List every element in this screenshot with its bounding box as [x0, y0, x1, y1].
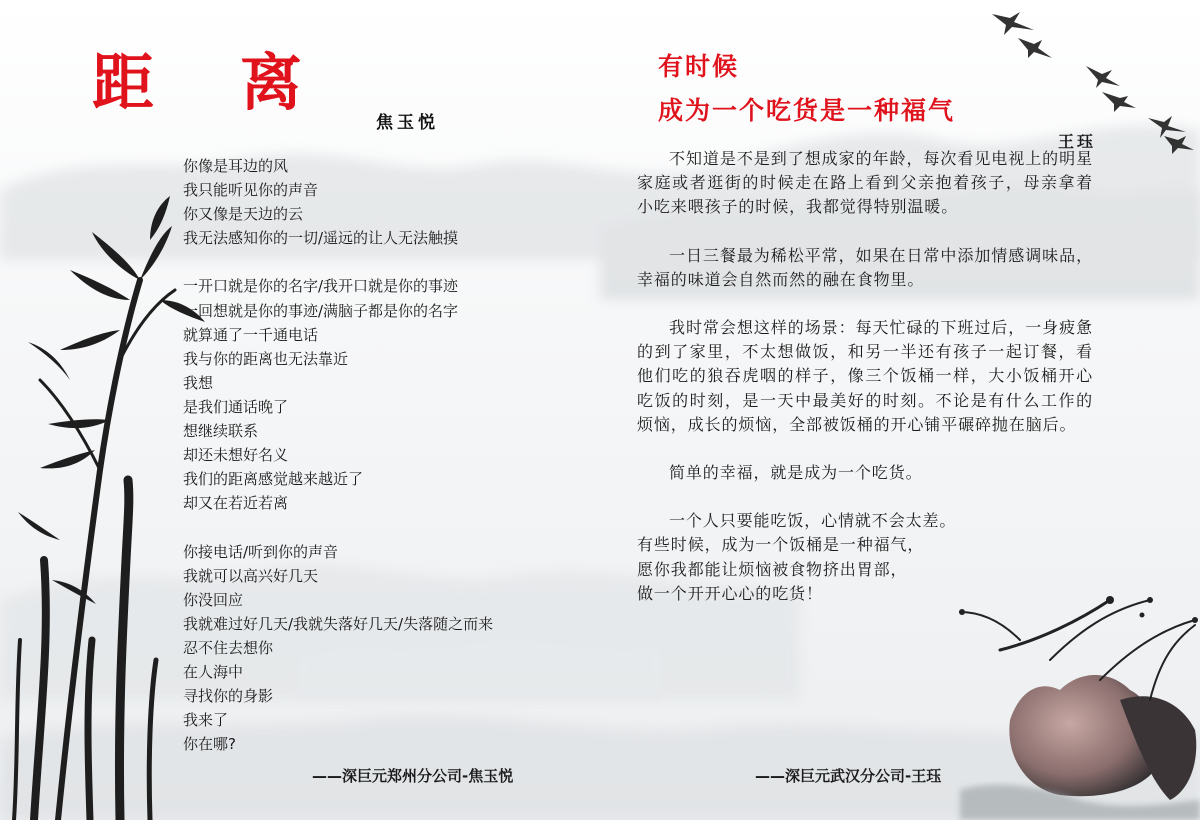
essay-closing-line: 愿你我都能让烦恼被食物挤出胃部， [637, 559, 908, 579]
poem-line: 一回想就是你的事迹/满脑子都是你的名字 [183, 301, 459, 320]
essay-paragraph: 我时常会想这样的场景：每天忙碌的下班过后，一身疲惫的到了家里，不太想做饭，和另一半还有孩子一起订餐，看他们吃的狼吞虎咽的样子，像三个饭桶一样，大小饭桶开心吃饭的时刻，是一天中最美好的时刻。不论是有什么工作的烦恼，成长的烦恼，全部被饭桶的开心铺平碾碎抛在脑后。 [637, 318, 1093, 434]
poem-line: 忍不住去想你 [183, 638, 274, 657]
poem-line: 我只能听见你的声音 [183, 181, 319, 200]
essay-title-line-1: 有时候 [658, 52, 740, 81]
essay-paragraph: 一日三餐最为稀松平常，如果在日常中添加情感调味品，幸福的味道会自然而然的融在食物里。 [637, 245, 1093, 289]
essay-paragraph: 简单的幸福，就是成为一个吃货。 [669, 463, 923, 483]
poem-line: 一开口就是你的名字/我开口就是你的事迹 [183, 277, 459, 296]
poem-line: 是我们通话晚了 [183, 397, 289, 416]
poem-stanza-1 [183, 154, 603, 250]
poem-line: 就算通了一千通电话 [183, 325, 319, 344]
poem-line: 我就可以高兴好几天 [183, 566, 319, 585]
essay-body [637, 147, 1093, 606]
poem-stanza-2 [183, 274, 603, 515]
poem-line: 我想 [183, 373, 214, 392]
poem-line: 我与你的距离也无法靠近 [183, 349, 349, 368]
poem-line: 我来了 [183, 711, 229, 730]
poem-title: 距离 [92, 46, 389, 119]
essay-paragraph: 一个人只要能吃饭，心情就不会太差。 [669, 511, 957, 531]
poem-author: 焦玉悦 [376, 113, 439, 133]
poem-line: 我们的距离感觉越来越近了 [183, 470, 364, 489]
poem-line: 我就难过好几天/我就失落好几天/失落随之而来 [183, 614, 494, 633]
poem-line: 我无法感知你的一切/遥远的让人无法触摸 [183, 229, 459, 248]
essay-closing-lines [637, 533, 1093, 606]
poem-signature: ——深巨元郑州分公司-焦玉悦 [312, 767, 514, 785]
poem-line: 却又在若近若离 [183, 494, 289, 513]
poem-line: 你像是耳边的风 [183, 157, 289, 175]
poem-line: 你在哪? [183, 735, 236, 754]
essay-closing-line: 有些时候，成为一个饭桶是一种福气， [637, 535, 925, 555]
essay-title-line-2: 成为一个吃货是一种福气 [658, 96, 956, 125]
poem-line: 你接电话/听到你的声音 [183, 542, 339, 561]
essay-signature: ——深巨元武汉分公司-王珏 [755, 767, 942, 785]
poem-line: 你又像是天边的云 [183, 205, 304, 224]
poem-stanza-3 [183, 540, 603, 757]
essay-paragraph: 不知道是不是到了想成家的年龄，每次看见电视上的明星家庭或者逛街的时候走在路上看到父亲抱着孩子，母亲拿着小吃来喂孩子的时候，我都觉得特别温暖。 [637, 149, 1093, 217]
poem-line: 想继续联系 [183, 422, 259, 441]
essay-author: 王珏 [1058, 132, 1097, 151]
poem-line: 寻找你的身影 [183, 687, 274, 706]
poem-line: 你没回应 [183, 590, 244, 609]
poem-line: 却还未想好名义 [183, 446, 289, 465]
essay-closing-line: 做一个开开心心的吃货！ [637, 583, 823, 603]
poem-body [183, 154, 603, 756]
poem-line: 在人海中 [183, 662, 244, 681]
